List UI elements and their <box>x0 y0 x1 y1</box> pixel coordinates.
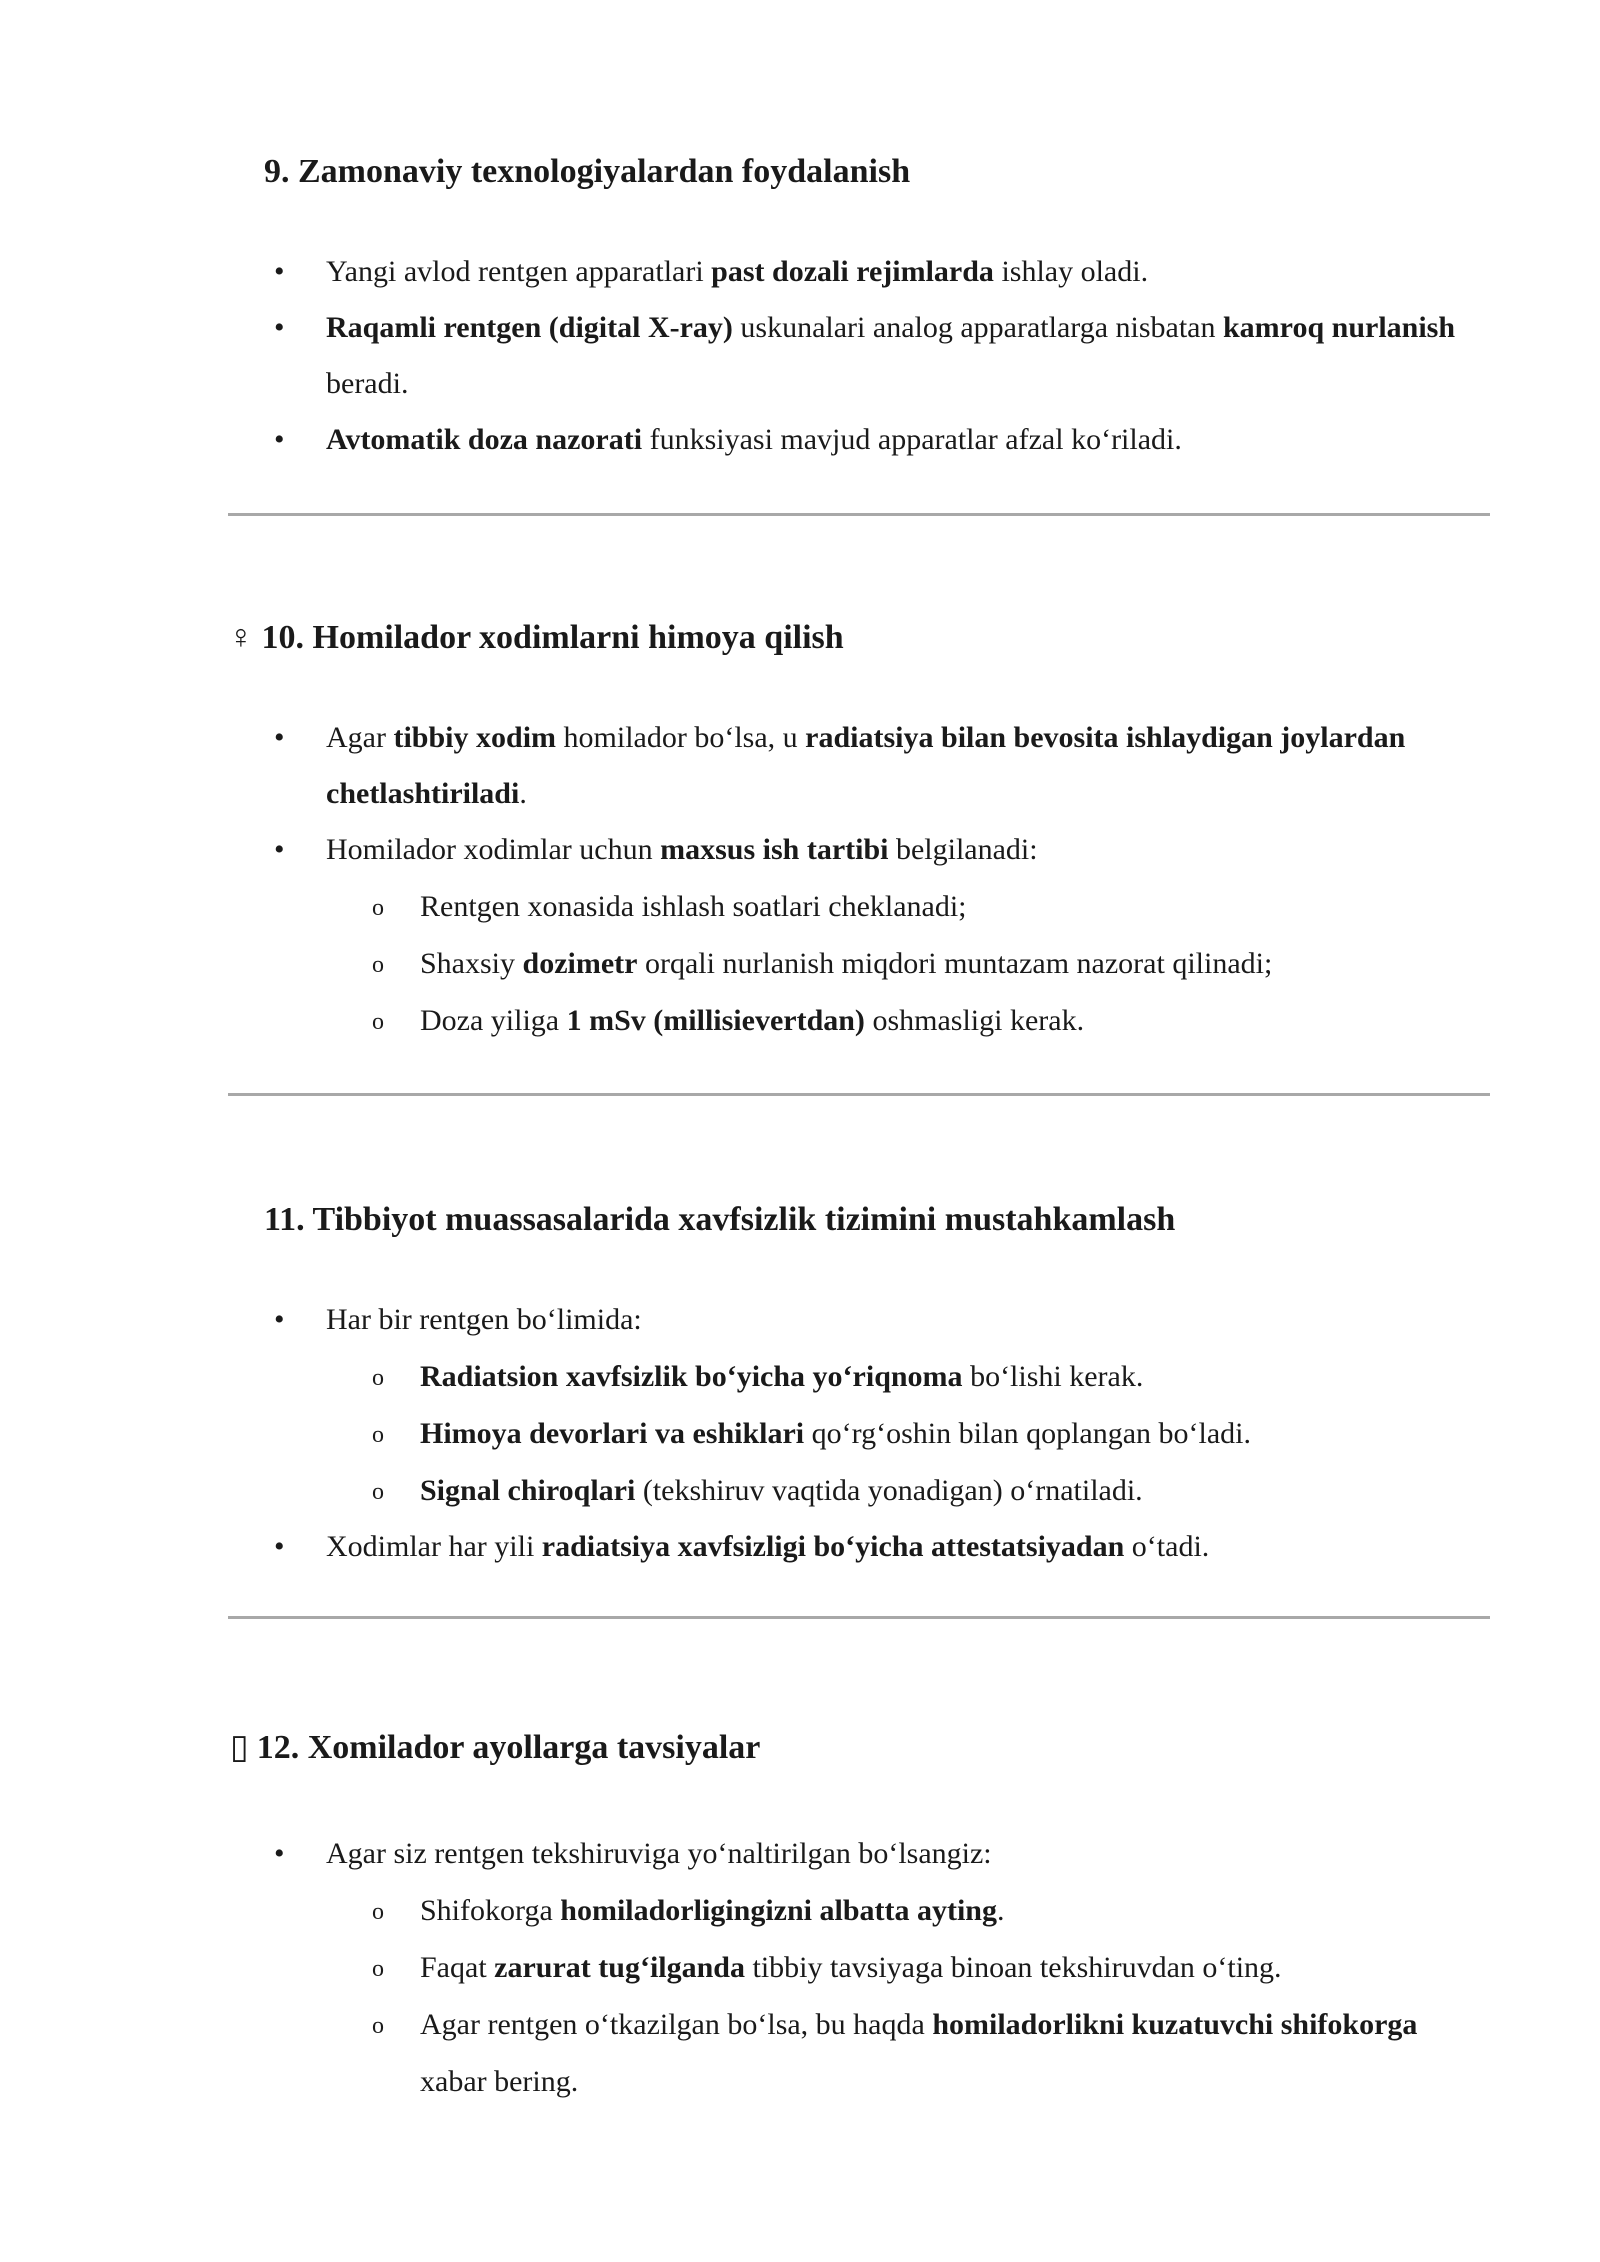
list-item: • Agar tibbiy xodim homilador bo‘lsa, u radiatsiya bilan bevosita ishlaydigan joylardan chetlashtiriladi. <box>228 710 1490 822</box>
section-12-list <box>228 1826 1490 2110</box>
section-11 <box>264 1198 1490 1242</box>
section-12 <box>230 1726 1490 1770</box>
sub-list-item: o Faqat zarurat tug‘ilganda tibbiy tavsiyaga binoan tekshiruvdan o‘ting. <box>324 1939 1490 1996</box>
section-12-heading: ▯ 12. Xomilador ayollarga tavsiyalar <box>230 1726 1490 1770</box>
sub-list-item: o Shaxsiy dozimetr orqali nurlanish miqdori muntazam nazorat qilinadi; <box>324 935 1490 992</box>
section-11-list <box>228 1292 1490 1575</box>
section-9-list <box>228 244 1490 468</box>
female-sign-icon: ♀ <box>228 619 254 656</box>
sub-list-item: o Radiatsion xavfsizlik bo‘yicha yo‘riqnoma bo‘lishi kerak. <box>324 1348 1490 1405</box>
list-item: • Raqamli rentgen (digital X-ray) uskunalari analog apparatlarga nisbatan kamroq nurlanish beradi. <box>228 300 1490 412</box>
sub-list-item: o Himoya devorlari va eshiklari qo‘rg‘oshin bilan qoplangan bo‘ladi. <box>324 1405 1490 1462</box>
section-10-sublist <box>326 878 1490 1049</box>
sub-list-item: o Agar rentgen o‘tkazilgan bo‘lsa, bu haqda homiladorlikni kuzatuvchi shifokorga xabar bering. <box>324 1996 1490 2110</box>
section-10-list <box>228 710 1490 1049</box>
list-item: • Avtomatik doza nazorati funksiyasi mavjud apparatlar afzal ko‘riladi. <box>228 412 1490 468</box>
section-divider <box>228 1093 1490 1096</box>
section-9 <box>264 150 1490 194</box>
section-9-heading: 9. Zamonaviy texnologiyalardan foydalanish <box>264 153 911 190</box>
sub-list-item: o Rentgen xonasida ishlash soatlari cheklanadi; <box>324 878 1490 935</box>
section-12-sublist <box>326 1882 1490 2110</box>
list-item: • Xodimlar har yili radiatsiya xavfsizligi bo‘yicha attestatsiyadan o‘tadi. <box>228 1519 1490 1575</box>
section-divider <box>228 1616 1490 1619</box>
list-item: • Homilador xodimlar uchun maxsus ish tartibi belgilanadi: o Rentgen xonasida ishlash soatlari cheklanadi; o Shaxsiy dozimetr orqali nurlanish miqdori muntazam nazorat qilinadi; o Doza yiliga 1 mSv (millisievertdan) oshmasligi kerak. <box>228 822 1490 1049</box>
sub-list-item: o Signal chiroqlari (tekshiruv vaqtida yonadigan) o‘rnatiladi. <box>324 1462 1490 1519</box>
section-11-sublist <box>326 1348 1490 1519</box>
section-10-heading: ♀ 10. Homilador xodimlarni himoya qilish <box>228 616 1490 660</box>
section-divider <box>228 513 1490 516</box>
missing-glyph-icon: ▯ <box>230 1729 249 1766</box>
sub-list-item: o Shifokorga homiladorligingizni albatta ayting. <box>324 1882 1490 1939</box>
section-10 <box>228 616 1490 660</box>
list-item: • Har bir rentgen bo‘limida: o Radiatsion xavfsizlik bo‘yicha yo‘riqnoma bo‘lishi kerak. o Himoya devorlari va eshiklari qo‘rg‘oshin bilan qoplangan bo‘ladi. o Signal chiroqlari (tekshiruv vaqtida yonadigan) o‘rnatiladi. <box>228 1292 1490 1519</box>
list-item: • Agar siz rentgen tekshiruviga yo‘naltirilgan bo‘lsangiz: o Shifokorga homiladorligingizni albatta ayting. o Faqat zarurat tug‘ilganda tibbiy tavsiyaga binoan tekshiruvdan o‘ting. o Agar rentgen o‘tkazilgan bo‘lsa, bu haqda homiladorlikni kuzatuvchi shifokorga xabar bering. <box>228 1826 1490 2110</box>
list-item: • Yangi avlod rentgen apparatlari past dozali rejimlarda ishlay oladi. <box>228 244 1490 300</box>
sub-list-item: o Doza yiliga 1 mSv (millisievertdan) oshmasligi kerak. <box>324 992 1490 1049</box>
section-11-heading: 11. Tibbiyot muassasalarida xavfsizlik tizimini mustahkamlash <box>264 1201 1176 1238</box>
